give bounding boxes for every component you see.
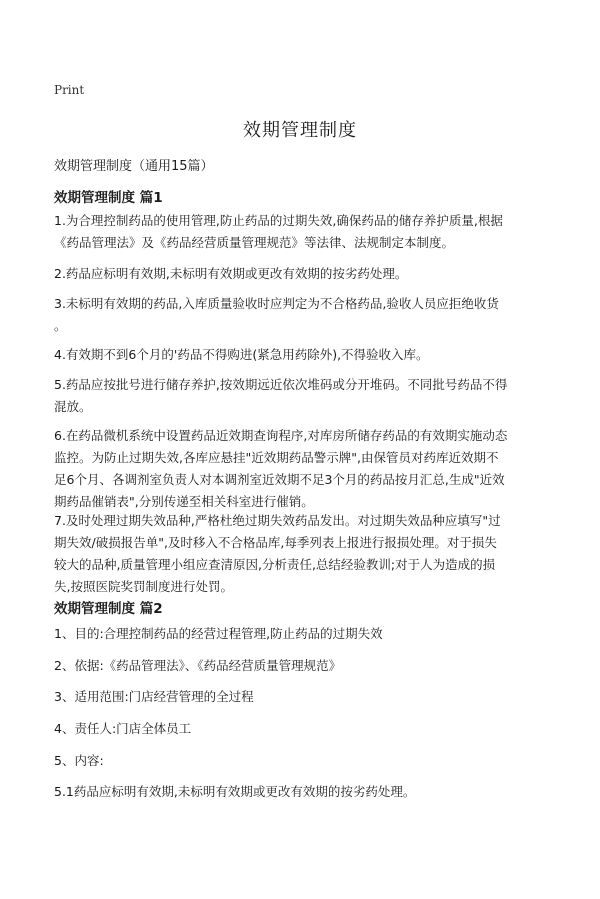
text-line: 4.有效期不到6个月的'药品不得购进(紧急用药除外),不得验收入库。 — [54, 347, 429, 362]
text-line: 2、依据:《药品管理法》、《药品经营质量管理规范》 — [54, 658, 342, 673]
text-line: 7.及时处理过期失效品种,严格杜绝过期失效药品发出。对过期失效品种应填写"过 — [54, 513, 501, 528]
paragraph-1-3 — [54, 293, 552, 337]
text-line: 监控。为防止过期失效,各库应悬挂"近效期药品警示牌",由保管员对药库近效期不 — [54, 450, 499, 465]
paragraph-1-5 — [54, 374, 552, 418]
text-line: 《药品管理法》及《药品经营质量管理规范》等法律、法规制定本制度。 — [54, 235, 455, 250]
text-line: 失,按照医院奖罚制度进行处罚。 — [54, 579, 233, 594]
text-line: 1、目的:合理控制药品的经营过程管理,防止药品的过期失效 — [54, 626, 383, 641]
paragraph-2-6 — [54, 781, 552, 803]
section-heading-1: 效期管理制度 篇1 — [54, 190, 163, 206]
text-line: 1.为合理控制药品的使用管理,防止药品的过期失效,确保药品的储存养护质量,根据 — [54, 213, 503, 228]
paragraph-2-2 — [54, 655, 552, 677]
text-line: 5.1药品应标明有效期,未标明有效期或更改有效期的按劣药处理。 — [54, 784, 416, 799]
paragraph-1-6 — [54, 425, 552, 513]
text-line: 4、责任人:门店全体员工 — [54, 721, 192, 736]
paragraph-1-7 — [54, 510, 552, 598]
text-line: 较大的品种,质量管理小组应查清原因,分析责任,总结经验教训;对于人为造成的损 — [54, 557, 496, 572]
text-line: 。 — [54, 318, 67, 333]
text-line: 6.在药品微机系统中设置药品近效期查询程序,对库房所储存药品的有效期实施动态 — [54, 428, 508, 443]
paragraph-2-4 — [54, 718, 552, 740]
text-line: 期失效/破损报告单",及时移入不合格品库,每季列表上报进行报损处理。对于损失 — [54, 535, 497, 550]
paragraph-2-1 — [54, 623, 552, 645]
paragraph-2-5 — [54, 750, 552, 772]
paragraph-1-2 — [54, 263, 552, 285]
paragraph-1-1 — [54, 210, 552, 254]
text-line: 足6个月、各调剂室负责人对本调剂室近效期不足3个月的药品按月汇总,生成"近效 — [54, 472, 505, 487]
text-line: 5、内容: — [54, 753, 104, 768]
text-line: 5.药品应按批号进行储存养护,按效期远近依次堆码或分开堆码。不同批号药品不得 — [54, 377, 508, 392]
text-line: 混放。 — [54, 399, 92, 414]
page-title: 效期管理制度 — [243, 120, 357, 141]
text-line: 2.药品应标明有效期,未标明有效期或更改有效期的按劣药处理。 — [54, 266, 408, 281]
text-line: 3、适用范围:门店经营管理的全过程 — [54, 689, 254, 704]
paragraph-2-3 — [54, 686, 552, 708]
section-heading-2: 效期管理制度 篇2 — [54, 601, 163, 617]
paragraph-1-4 — [54, 344, 552, 366]
print-label: Print — [54, 83, 85, 97]
text-line: 期药品催销表",分别传递至相关科室进行催销。 — [54, 494, 314, 509]
text-line: 3.未标明有效期的药品,入库质量验收时应判定为不合格药品,验收人员应拒绝收货 — [54, 296, 499, 311]
page-subtitle: 效期管理制度（通用15篇） — [54, 159, 214, 174]
